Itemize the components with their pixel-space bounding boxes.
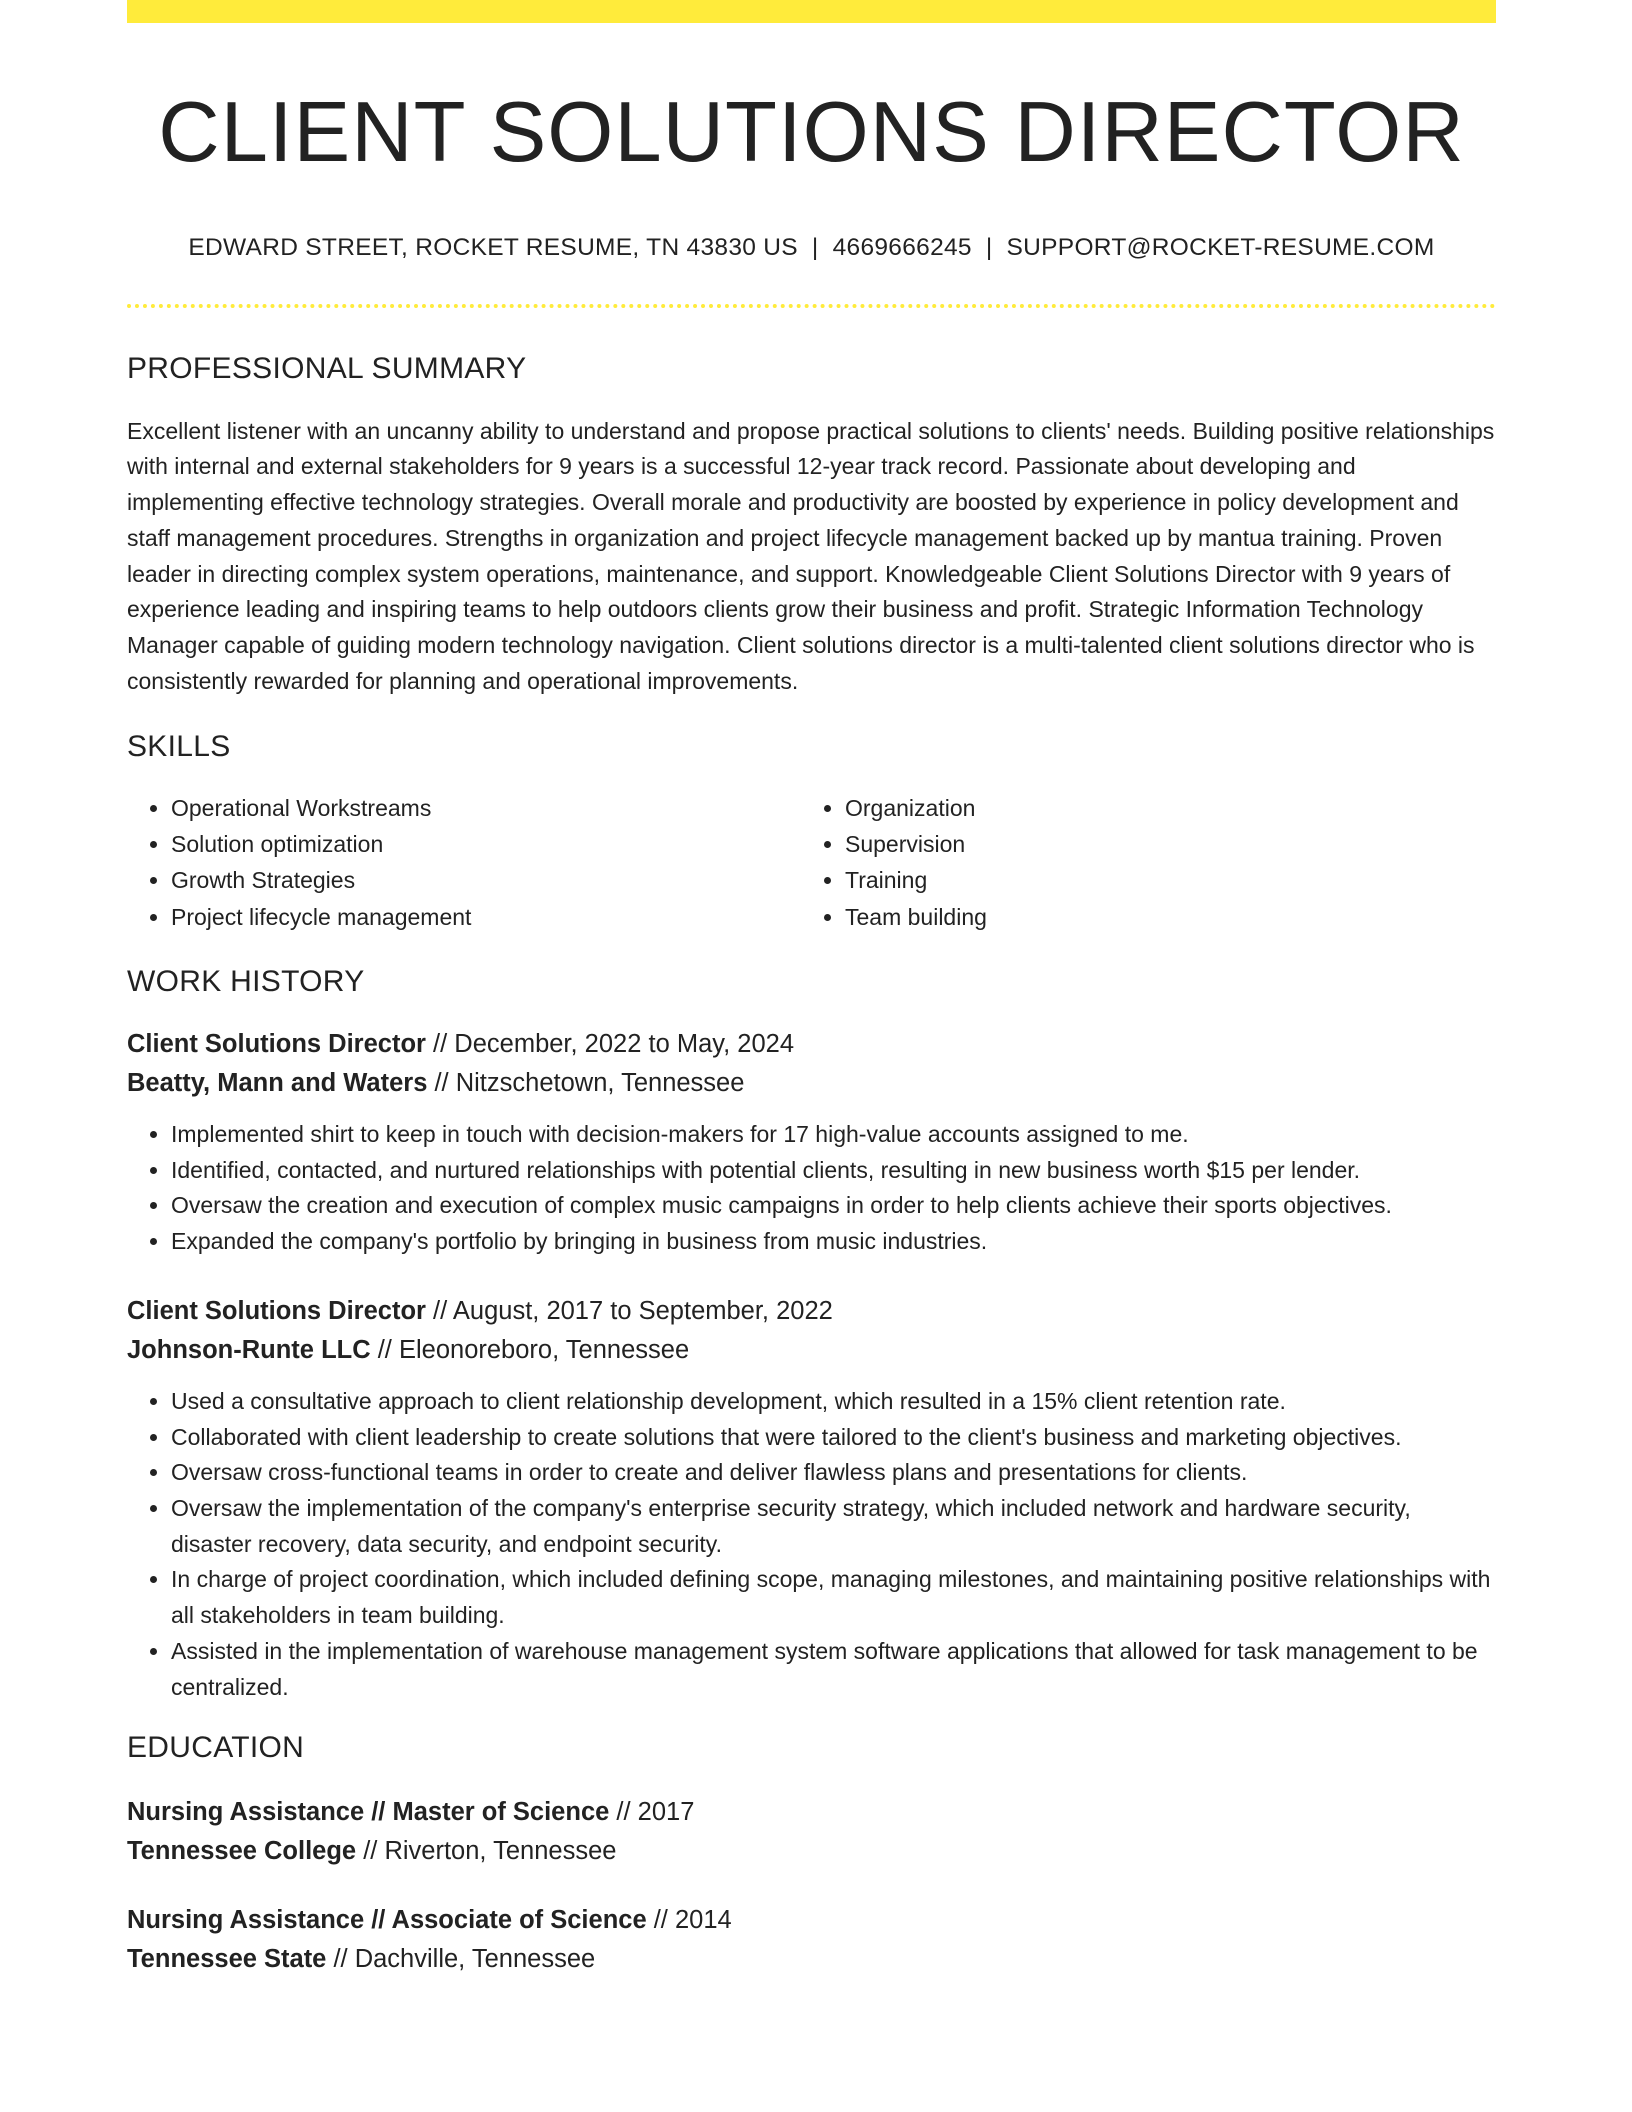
- degree-line: [127, 1901, 1496, 1940]
- school: Tennessee State: [127, 1945, 327, 1974]
- contact-email[interactable]: SUPPORT@ROCKET-RESUME.COM: [1006, 233, 1435, 261]
- accent-top-bar: [127, 0, 1496, 23]
- summary-text: Excellent listener with an uncanny ability to understand and propose practical solutions to clients' needs. Building positive relationships with internal and external stakeholders for 9 years is a successful 12-year track record. Passionate about developing and implementing effective technology strategies. Overall morale and productivity are boosted by experience in policy development and staff management procedures. Strengths in organization and project lifecycle management backed up by mantua training. Proven leader in directing complex system operations, maintenance, and support. Knowledgeable Client Solutions Director with 9 years of experience leading and inspiring teams to help outdoors clients grow their business and profit. Strategic Information Technology Manager capable of guiding modern technology navigation. Client solutions director is a multi-talented client solutions director who is consistently rewarded for planning and operational improvements.: [127, 417, 1495, 695]
- contact-phone: 4669666245: [832, 233, 972, 261]
- job-company: Johnson-Runte LLC: [127, 1335, 371, 1364]
- skill-item: • Growth Strategies: [171, 862, 801, 898]
- job-bullet: • Implemented shirt to keep in touch with decision-makers for 17 high-value accounts assigned to me.: [171, 1117, 1496, 1153]
- job-company-line: [127, 1331, 1496, 1370]
- job-company: Beatty, Mann and Waters: [127, 1069, 428, 1098]
- job-bullet: • Expanded the company's portfolio by bringing in business from music industries.: [171, 1224, 1496, 1260]
- contact-line: [127, 234, 1496, 262]
- education-section: [127, 1731, 1496, 1979]
- resume-page: [127, 0, 1496, 1979]
- job-bullet: • Used a consultative approach to client relationship development, which resulted in a 15% client retention rate.: [171, 1384, 1496, 1420]
- contact-separator: |: [811, 233, 819, 261]
- job-dates: // August, 2017 to September, 2022: [425, 1296, 833, 1325]
- skills-heading: SKILLS: [127, 729, 231, 763]
- job-title: Client Solutions Director: [127, 1030, 426, 1059]
- job-bullets: [127, 1117, 1496, 1260]
- skills-list-right: [801, 790, 1475, 935]
- school: Tennessee College: [127, 1837, 357, 1866]
- job-company-line: [127, 1064, 1496, 1103]
- education-heading: EDUCATION: [127, 1731, 305, 1765]
- skills-section: [127, 730, 1496, 935]
- job-bullet: • Collaborated with client leadership to create solutions that were tailored to the client's business and marketing objectives.: [171, 1420, 1496, 1456]
- education-entry: [127, 1901, 1496, 1979]
- skills-columns: [127, 790, 1496, 935]
- dotted-divider: [127, 304, 1496, 308]
- job-bullet: • Oversaw the creation and execution of complex music campaigns in order to help clients achieve their sports objectives.: [171, 1188, 1496, 1224]
- degree-year: // 2017: [609, 1798, 695, 1827]
- skill-item: • Operational Workstreams: [171, 790, 801, 826]
- skill-item: • Supervision: [845, 826, 1475, 862]
- job-dates: // December, 2022 to May, 2024: [425, 1030, 795, 1059]
- summary-section: [127, 352, 1496, 700]
- summary-heading: PROFESSIONAL SUMMARY: [127, 351, 527, 385]
- degree: Nursing Assistance // Master of Science: [127, 1798, 610, 1827]
- job-bullet: • Assisted in the implementation of warehouse management system software applications that allowed for task management to be centralized.: [171, 1634, 1496, 1705]
- job-location: // Nitzschetown, Tennessee: [427, 1069, 745, 1098]
- education-entry: [127, 1793, 1496, 1871]
- school-location: // Riverton, Tennessee: [356, 1837, 617, 1866]
- contact-separator: |: [985, 233, 993, 261]
- job-title-line: [127, 1292, 1496, 1331]
- job-bullet: • Identified, contacted, and nurtured relationships with potential clients, resulting in new business worth $15 per lender.: [171, 1153, 1496, 1189]
- job-bullet: • In charge of project coordination, which included defining scope, managing milestones, and maintaining positive relationships with all stakeholders in team building.: [171, 1562, 1496, 1633]
- job-entry: [127, 1292, 1496, 1705]
- candidate-title: CLIENT SOLUTIONS DIRECTOR: [158, 85, 1465, 180]
- job-bullet: • Oversaw the implementation of the company's enterprise security strategy, which included network and hardware security, disaster recovery, data security, and endpoint security.: [171, 1491, 1496, 1562]
- degree: Nursing Assistance // Associate of Science: [127, 1906, 647, 1935]
- work-history-heading: WORK HISTORY: [127, 965, 365, 999]
- job-bullets: [127, 1384, 1496, 1705]
- contact-address: EDWARD STREET, ROCKET RESUME, TN 43830 US: [188, 233, 798, 261]
- job-location: // Eleonoreboro, Tennessee: [370, 1335, 690, 1364]
- degree-year: // 2014: [646, 1906, 732, 1935]
- school-line: [127, 1832, 1496, 1871]
- job-entry: [127, 1025, 1496, 1260]
- skill-item: • Solution optimization: [171, 826, 801, 862]
- skill-item: • Project lifecycle management: [171, 899, 801, 935]
- school-location: // Dachville, Tennessee: [326, 1945, 596, 1974]
- degree-line: [127, 1793, 1496, 1832]
- job-bullet: • Oversaw cross-functional teams in order to create and deliver flawless plans and presentations for clients.: [171, 1455, 1496, 1491]
- skills-list-left: [127, 790, 801, 935]
- skill-item: • Team building: [845, 899, 1475, 935]
- job-title: Client Solutions Director: [127, 1296, 426, 1325]
- job-title-line: [127, 1025, 1496, 1064]
- skill-item: • Organization: [845, 790, 1475, 826]
- skill-item: • Training: [845, 862, 1475, 898]
- school-line: [127, 1940, 1496, 1979]
- work-history-section: [127, 965, 1496, 1705]
